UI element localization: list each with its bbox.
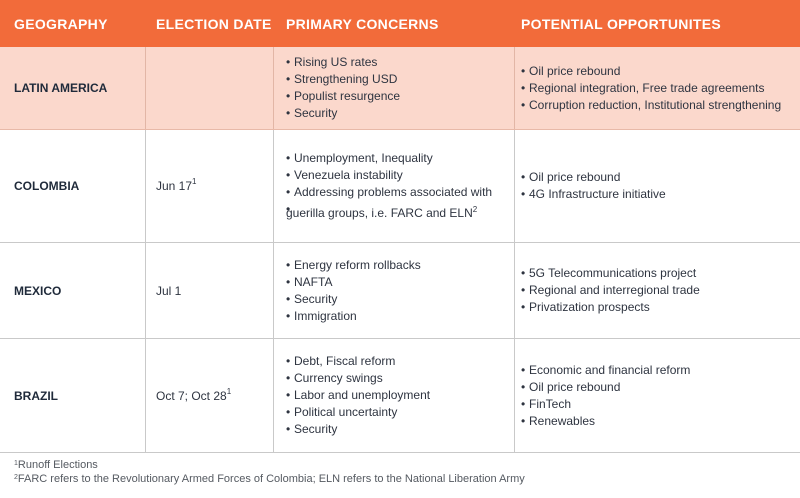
concerns-list [286, 150, 492, 222]
header-primary-concerns: PRIMARY CONCERNS [286, 15, 439, 32]
footnote-2: $^2$FARC refers to the Revolutionary Armed Forces of Colombia; ELN refers to the National Liberation Army [14, 473, 525, 485]
footnote-marker: 1 [192, 177, 197, 186]
footnote-marker: 2 [472, 205, 478, 214]
list-item: • Political uncertainty [286, 404, 430, 421]
list-item: • Addressing problems associated with [286, 184, 492, 201]
opportunities-list [521, 265, 700, 316]
list-item: • 5G Telecommunications project [521, 265, 700, 282]
list-item: • Privatization prospects [521, 299, 700, 316]
list-item: • NAFTA [286, 274, 421, 291]
election-date: Oct 7; Oct $28^1$ [156, 386, 232, 403]
table-row-colombia [0, 130, 800, 243]
list-item: • Strengthening USD [286, 71, 400, 88]
list-item: • Renewables [521, 413, 690, 430]
geography-label: COLOMBIA [14, 179, 80, 193]
list-item: • 4G Infrastructure initiative [521, 186, 666, 203]
list-item: • Labor and unemployment [286, 387, 430, 404]
opportunities-list [521, 169, 666, 203]
list-item: • Energy reform rollbacks [286, 257, 421, 274]
table-row-brazil [0, 339, 800, 453]
list-item: • Oil price rebound [521, 379, 690, 396]
list-item: • Oil price rebound [521, 169, 666, 186]
list-item: • Venezuela instability [286, 167, 492, 184]
list-item: • FinTech [521, 396, 690, 413]
list-item: • Security [286, 291, 421, 308]
table-row-mexico [0, 243, 800, 339]
footnote-1: $^1$Runoff Elections [14, 459, 98, 471]
list-item: • Unemployment, Inequality [286, 150, 492, 167]
list-item: • Corruption reduction, Institutional strengthening [521, 97, 781, 114]
election-date: Jun $17^1$ [156, 177, 197, 193]
list-item: • Security [286, 421, 430, 438]
list-item: • Populist resurgence [286, 88, 400, 105]
election-date: Jul 1 [156, 283, 182, 298]
footnote-marker: 1 [226, 386, 232, 396]
geography-label: MEXICO [14, 283, 62, 298]
header-potential-opportunities: POTENTIAL OPPORTUNITES [521, 15, 722, 32]
geography-label: LATIN AMERICA [14, 81, 108, 95]
list-item: • Immigration [286, 308, 421, 325]
opportunities-list [521, 362, 690, 430]
footnotes [14, 458, 525, 486]
concerns-list [286, 54, 400, 122]
list-item: • Debt, Fiscal reform [286, 353, 430, 370]
concerns-list [286, 257, 421, 325]
list-item: • Regional and interregional trade [521, 282, 700, 299]
opportunities-list [521, 63, 781, 114]
table-header [0, 0, 800, 47]
header-geography: GEOGRAPHY [14, 15, 108, 32]
table-row-latin-america [0, 47, 800, 130]
list-item-continuation: • guerilla groups, i.e. FARC and ELN$^2$ [286, 201, 492, 222]
list-item: • Oil price rebound [521, 63, 781, 80]
concerns-list [286, 353, 430, 438]
list-item: • Regional integration, Free trade agreements [521, 80, 781, 97]
list-item: • Economic and financial reform [521, 362, 690, 379]
list-item: • Currency swings [286, 370, 430, 387]
geography-label: BRAZIL [14, 388, 58, 403]
header-election-date: ELECTION DATE [156, 15, 272, 32]
list-item: • Rising US rates [286, 54, 400, 71]
list-item: • Security [286, 105, 400, 122]
